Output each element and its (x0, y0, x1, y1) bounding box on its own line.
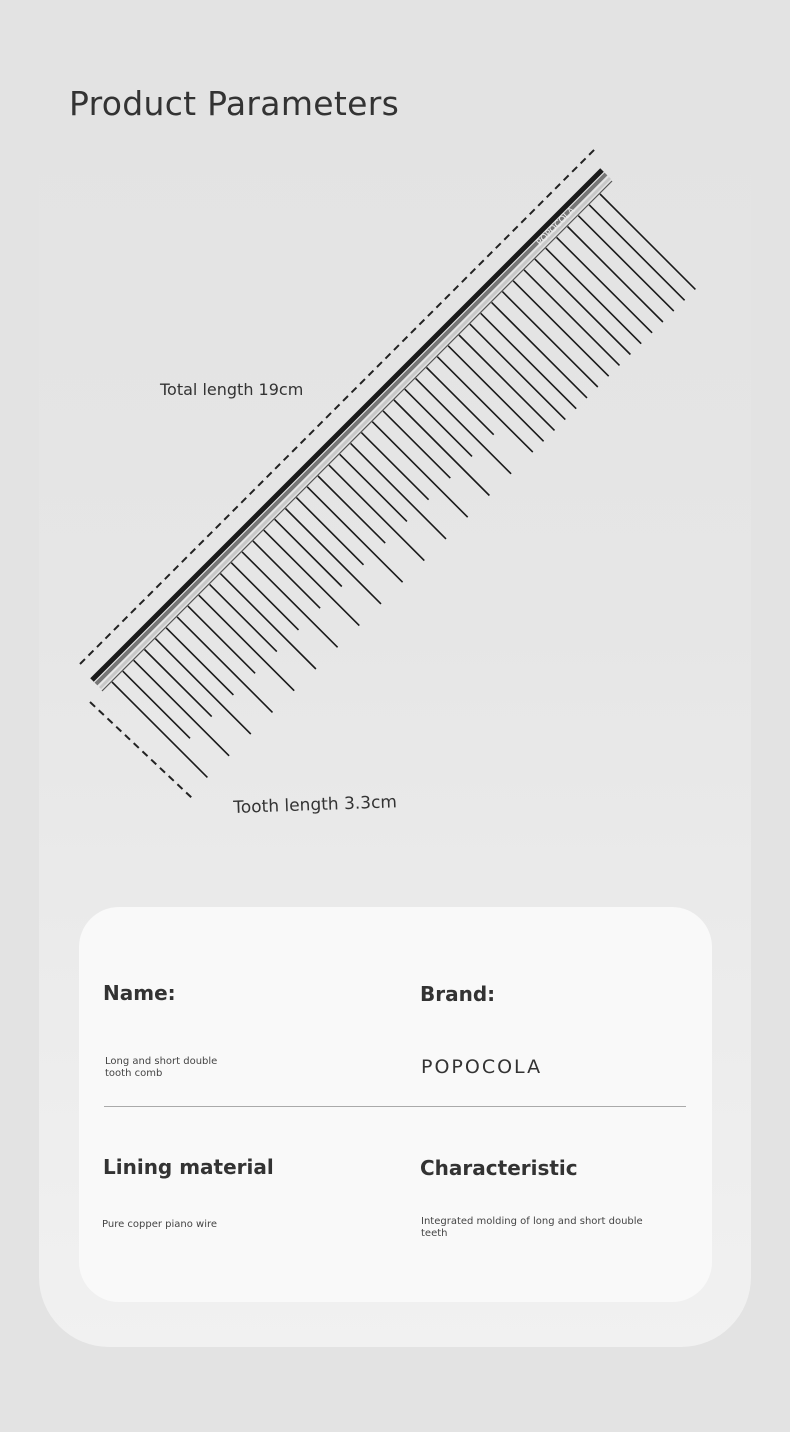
brand-label: Brand: (420, 982, 496, 1006)
comb-tooth (481, 313, 577, 408)
comb-tooth (231, 563, 298, 630)
comb-tooth (546, 248, 641, 344)
comb-tooth (524, 270, 619, 366)
tooth-length-label: Tooth length 3.3cm (233, 792, 398, 818)
comb-tooth (361, 433, 428, 500)
comb-tooth (600, 194, 695, 289)
comb-tooth (199, 595, 294, 691)
comb-brand-mark: POPOCOLA (535, 205, 578, 249)
comb-tooth (589, 205, 684, 300)
comb-tooth (307, 487, 402, 582)
comb-tooth (535, 259, 631, 354)
lining-material-value: Pure copper piano wire (102, 1219, 218, 1230)
comb-tooth (145, 650, 212, 717)
spec-card (79, 907, 712, 1302)
comb-tooth (513, 281, 609, 376)
comb-tooth (492, 302, 587, 398)
characteristic-value (421, 1216, 643, 1240)
characteristic-value-line-2: teeth (421, 1228, 448, 1239)
comb-tooth (210, 584, 277, 651)
comb-tooth (383, 411, 450, 478)
total-length-dimension-line (80, 148, 596, 664)
comb-tooth (220, 574, 316, 669)
characteristic-value-line-1: Integrated molding of long and short double (421, 1216, 643, 1227)
comb-tooth (329, 465, 424, 560)
brand-value: POPOCOLA (421, 1056, 543, 1078)
comb-tooth (188, 606, 255, 673)
name-value-line-1: Long and short double (105, 1056, 218, 1067)
page-title: Product Parameters (69, 84, 400, 123)
total-length-label: Total length 19cm (160, 380, 304, 399)
comb-tooth (286, 509, 382, 604)
comb-tooth (177, 617, 272, 713)
comb-tooth (242, 552, 338, 647)
comb-tooth (459, 335, 555, 430)
comb-tooth (416, 378, 512, 473)
comb-tooth (275, 519, 342, 586)
comb-tooth (264, 530, 360, 625)
comb-tooth (557, 237, 653, 332)
comb-tooth (427, 368, 494, 435)
comb-tooth (405, 389, 472, 456)
comb-tooth (578, 216, 674, 311)
comb-tooth (568, 227, 663, 323)
name-value-line-2: tooth comb (105, 1068, 163, 1079)
comb-tooth (253, 541, 320, 608)
comb-spine (92, 170, 612, 691)
comb-tooth (340, 454, 407, 521)
comb-tooth (166, 628, 233, 695)
tooth-length-dimension-line (90, 702, 192, 798)
comb-teeth (112, 194, 695, 777)
lining-material-label: Lining material (103, 1155, 274, 1179)
divider (104, 1106, 686, 1107)
comb-tooth (134, 660, 229, 756)
comb-tooth (437, 357, 533, 452)
comb-tooth (318, 476, 385, 543)
comb-tooth (351, 443, 446, 539)
comb-tooth (394, 400, 489, 496)
comb-tooth (372, 422, 467, 518)
comb-tooth (112, 682, 207, 777)
comb-tooth (448, 346, 543, 442)
comb-tooth (123, 671, 190, 738)
characteristic-label: Characteristic (420, 1156, 578, 1180)
name-label: Name: (103, 981, 176, 1005)
comb-tooth (502, 292, 597, 387)
comb-tooth (155, 639, 250, 735)
name-value (105, 1056, 217, 1080)
comb-tooth (470, 324, 565, 420)
comb-tooth (296, 498, 363, 565)
